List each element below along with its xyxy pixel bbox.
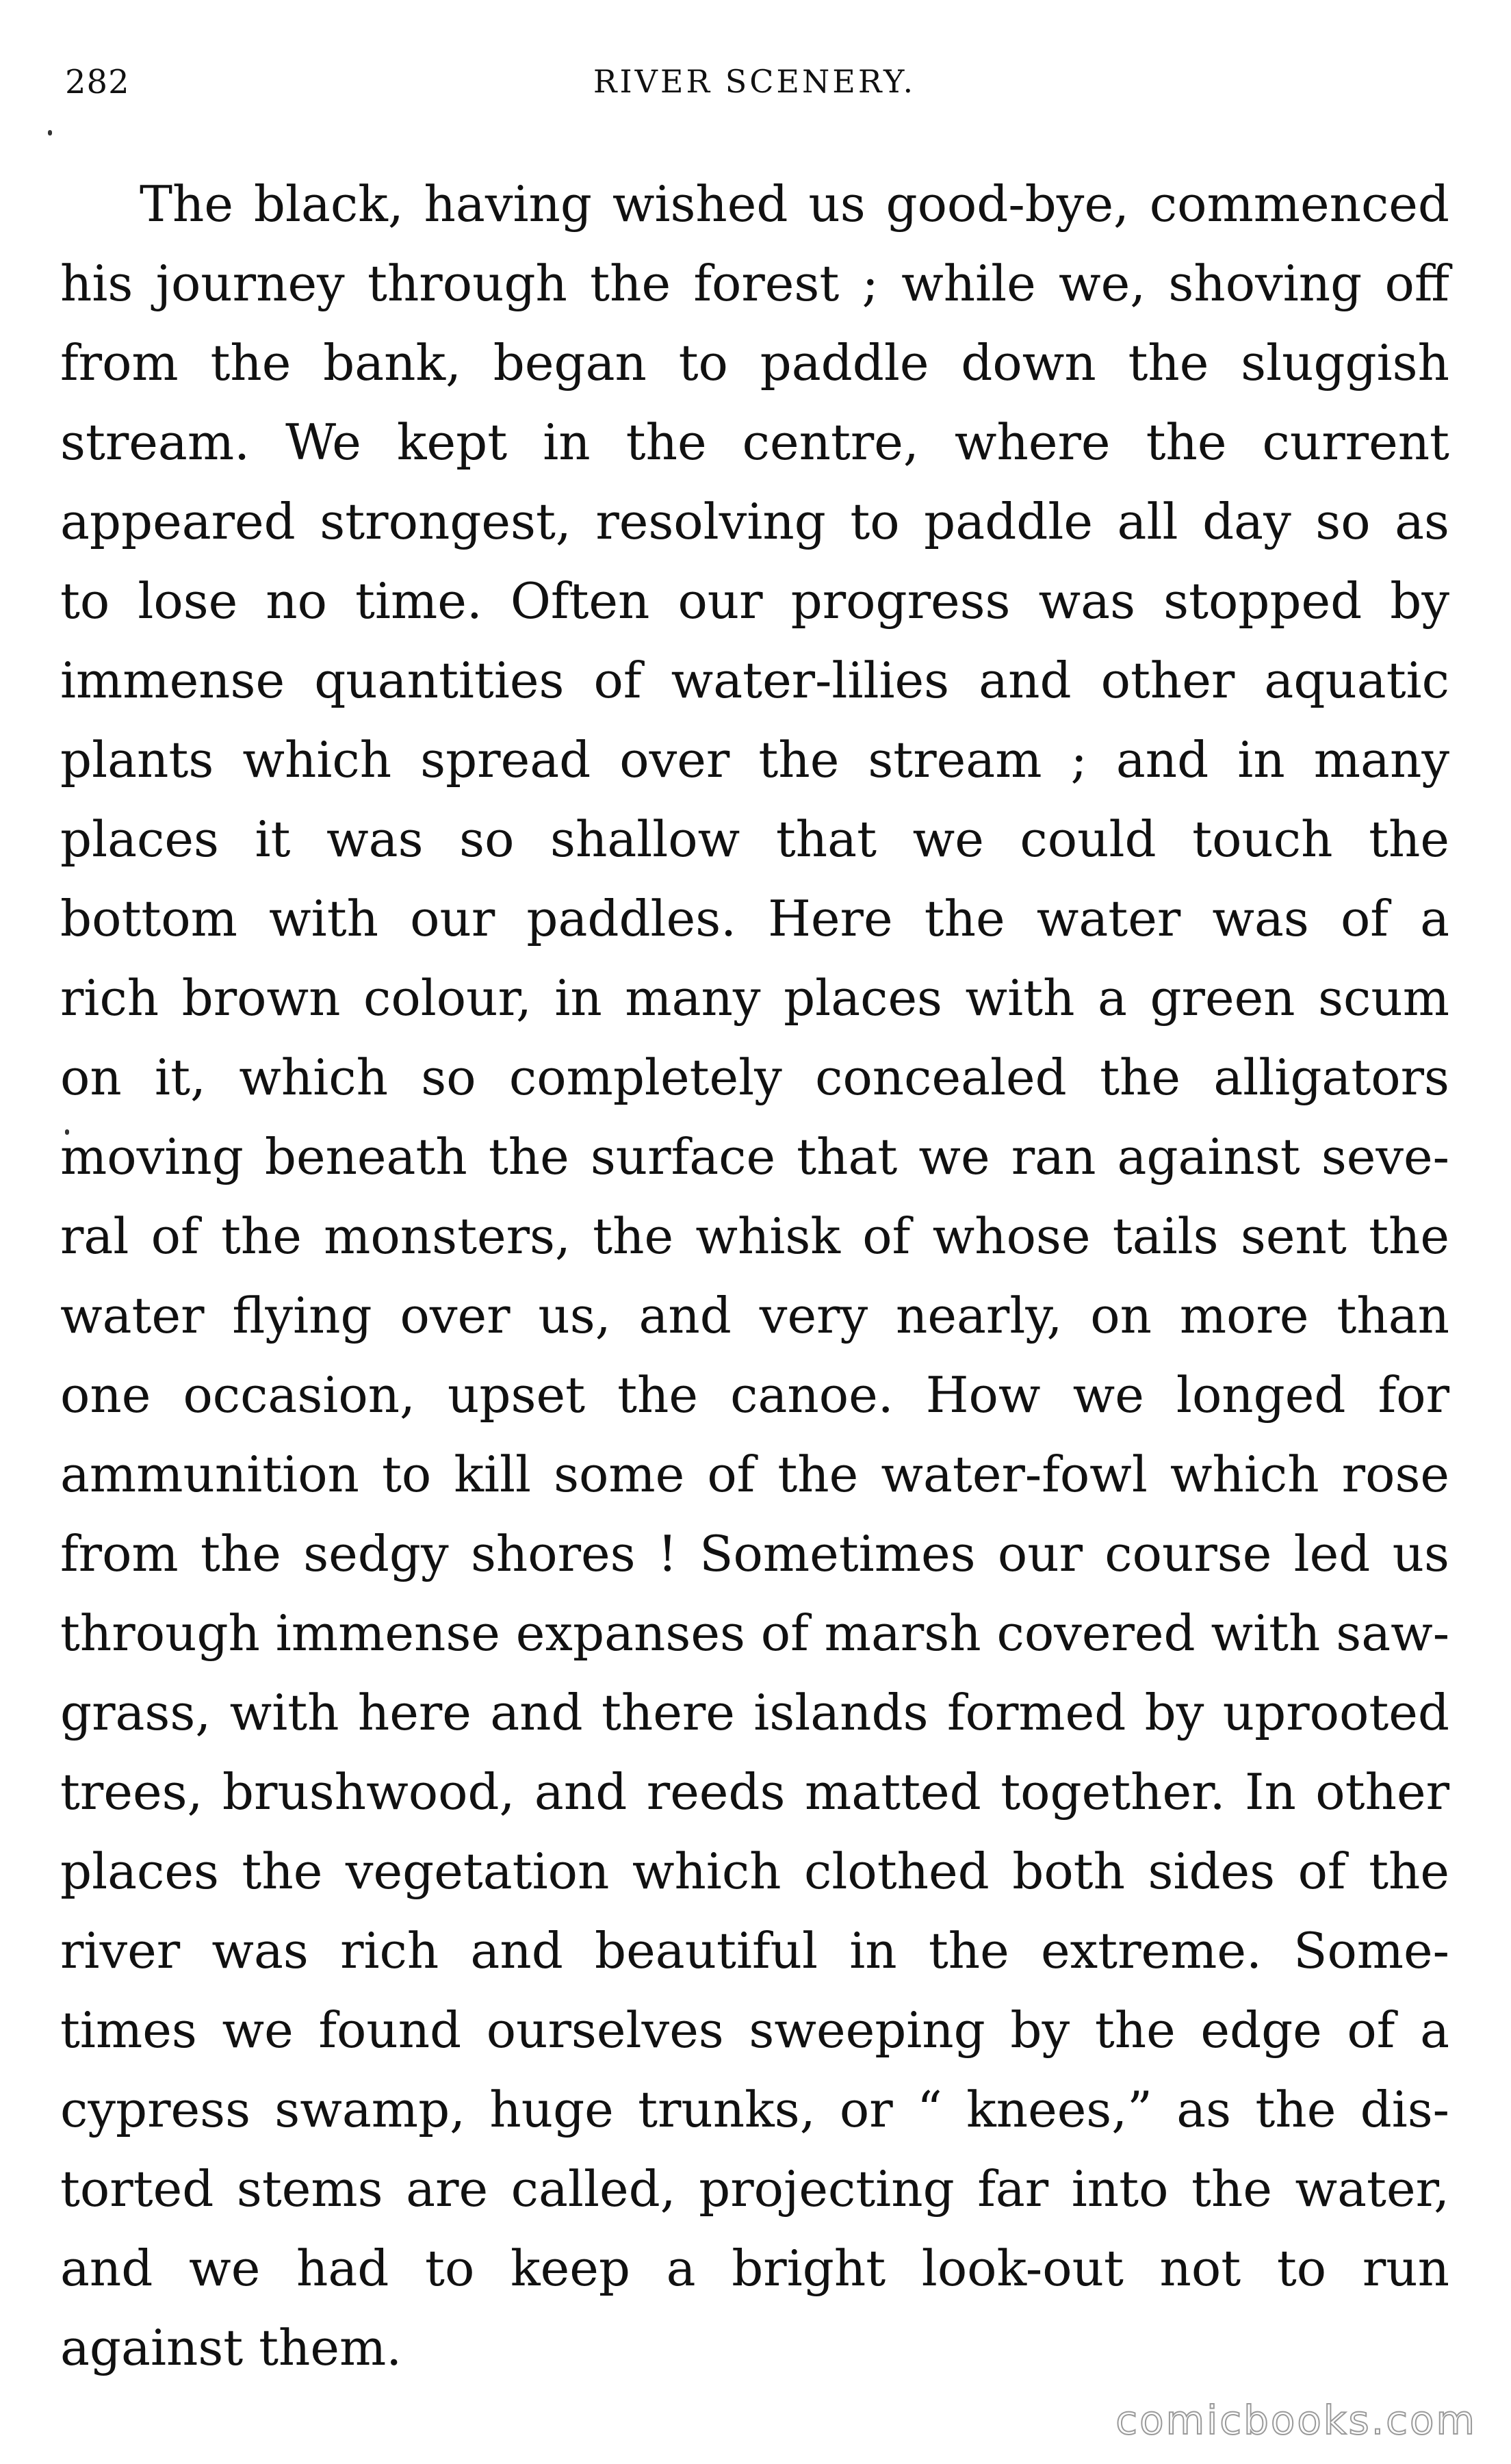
- text-line: plants which spread over the stream ; and in many: [60, 731, 1449, 788]
- text-line: trees, brushwood, and reeds matted together. In other: [60, 1763, 1449, 1821]
- text-line: bottom with our paddles. Here the water was of a: [60, 890, 1449, 947]
- running-title: RIVER SCENERY.: [593, 63, 916, 100]
- text-line: from the bank, began to paddle down the sluggish: [60, 334, 1449, 392]
- text-line: against them.: [60, 2319, 402, 2376]
- text-line: his journey through the forest ; while we, shoving off: [60, 255, 1449, 312]
- text-line: ral of the monsters, the whisk of whose tails sent the: [60, 1207, 1449, 1265]
- text-line: places the vegetation which clothed both sides of the: [60, 1843, 1449, 1900]
- text-line: moving beneath the surface that we ran against seve-: [60, 1128, 1449, 1185]
- running-head: [65, 63, 1444, 118]
- text-line: The black, having wished us good-bye, commenced: [140, 175, 1449, 233]
- text-line: from the sedgy shores ! Sometimes our course led us: [60, 1525, 1449, 1582]
- body-paragraph: [60, 164, 1449, 2387]
- text-line: torted stems are called, projecting far into the water,: [60, 2160, 1449, 2218]
- text-line: river was rich and beautiful in the extreme. Some-: [60, 1922, 1449, 1979]
- print-speck: [48, 130, 52, 136]
- text-line: to lose no time. Often our progress was stopped by: [60, 572, 1449, 630]
- text-line: one occasion, upset the canoe. How we longed for: [60, 1366, 1449, 1424]
- text-line: cypress swamp, huge trunks, or “ knees,” as the dis-: [60, 2081, 1449, 2138]
- text-line: rich brown colour, in many places with a green scum: [60, 969, 1449, 1027]
- text-line: grass, with here and there islands formed by uprooted: [60, 1684, 1449, 1741]
- text-line: through immense expanses of marsh covered with saw-: [60, 1604, 1450, 1662]
- text-line: stream. We kept in the centre, where the current: [60, 413, 1449, 471]
- text-line: places it was so shallow that we could touch the: [60, 810, 1449, 868]
- text-line: immense quantities of water-lilies and other aquatic: [60, 652, 1449, 709]
- text-line: water flying over us, and very nearly, on more than: [60, 1287, 1449, 1344]
- text-line: on it, which so completely concealed the alligators: [60, 1049, 1449, 1106]
- text-line: and we had to keep a bright look-out not to run: [60, 2240, 1449, 2297]
- text-line: ammunition to kill some of the water-fowl which rose: [60, 1446, 1449, 1503]
- text-line: times we found ourselves sweeping by the edge of a: [60, 2001, 1449, 2059]
- watermark: comicbooks.com: [1115, 2397, 1477, 2443]
- text-line: appeared strongest, resolving to paddle all day so as: [60, 493, 1449, 550]
- page-number: 282: [65, 63, 130, 101]
